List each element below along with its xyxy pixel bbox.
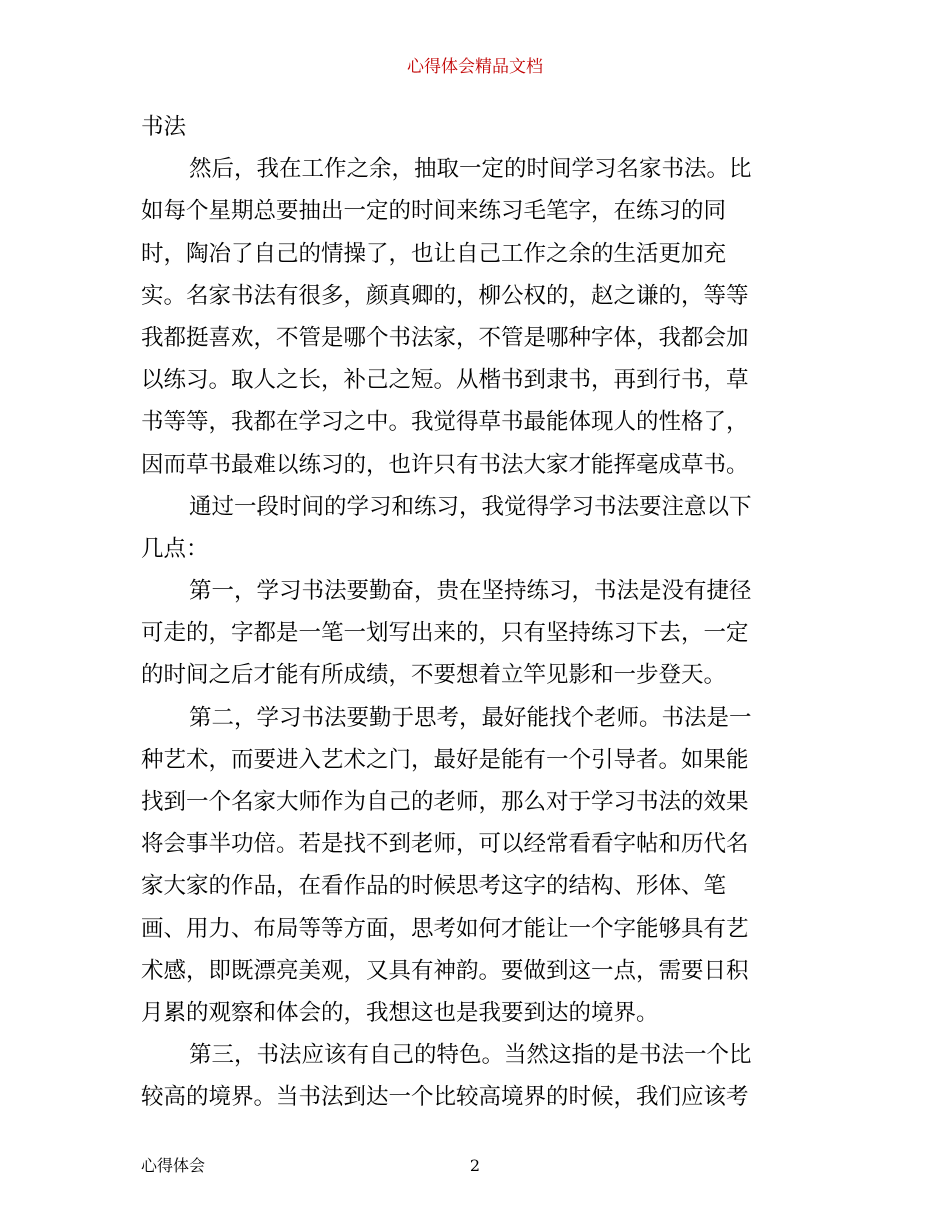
text-line: 第二，学习书法要勤于思考，最好能找个老师。书法是一 — [189, 704, 752, 731]
text-line: 几点： — [141, 535, 209, 562]
text-line: 以练习。取人之长，补己之短。从楷书到隶书，再到行书，草 — [141, 367, 749, 394]
text-line: 时，陶冶了自己的情操了，也让自己工作之余的生活更加充 — [141, 240, 727, 267]
text-line: 书等等，我都在学习之中。我觉得草书最能体现人的性格了， — [141, 409, 749, 436]
text-line: 因而草书最难以练习的，也许只有书法大家才能挥毫成草书。 — [141, 451, 749, 478]
text-line: 第一，学习书法要勤奋，贵在坚持练习，书法是没有捷径 — [189, 578, 752, 605]
footer-label: 心得体会 — [141, 1156, 206, 1175]
text-line: 家大家的作品，在看作品的时候思考这字的结构、形体、笔 — [141, 873, 727, 900]
text-line: 第三，书法应该有自己的特色。当然这指的是书法一个比 — [189, 1042, 752, 1069]
text-line: 通过一段时间的学习和练习，我觉得学习书法要注意以下 — [189, 493, 752, 520]
text-line: 将会事半功倍。若是找不到老师，可以经常看看字帖和历代名 — [141, 831, 749, 858]
text-line: 找到一个名家大师作为自己的老师，那么对于学习书法的效果 — [141, 789, 749, 815]
text-line: 书法 — [141, 114, 187, 140]
text-line: 如每个星期总要抽出一定的时间来练习毛笔字，在练习的同 — [141, 198, 727, 225]
text-line: 我都挺喜欢，不管是哪个书法家，不管是哪种字体，我都会加 — [141, 324, 749, 351]
text-line: 的时间之后才能有所成绩，不要想着立竿见影和一步登天。 — [141, 662, 727, 689]
text-line: 然后，我在工作之余，抽取一定的时间学习名家书法。比 — [189, 156, 752, 183]
text-line: 月累的观察和体会的，我想这也是我要到达的境界。 — [141, 999, 659, 1026]
text-line: 画、用力、布局等等方面，思考如何才能让一个字能够具有艺 — [141, 915, 749, 942]
page-number: 2 — [469, 1156, 481, 1175]
text-line: 实。名家书法有很多，颜真卿的，柳公权的，赵之谦的，等等 — [141, 282, 749, 309]
text-line: 可走的，字都是一笔一划写出来的，只有坚持练习下去，一定 — [141, 620, 749, 647]
page-header-title: 心得体会精品文档 — [407, 57, 543, 77]
text-line: 种艺术，而要进入艺术之门，最好是能有一个引导者。如果能 — [141, 746, 749, 773]
text-line: 较高的境界。当书法到达一个比较高境界的时候，我们应该考 — [141, 1084, 749, 1111]
text-line: 术感，即既漂亮美观，又具有神韵。要做到这一点，需要日积 — [141, 957, 749, 984]
document-body — [141, 106, 811, 1119]
